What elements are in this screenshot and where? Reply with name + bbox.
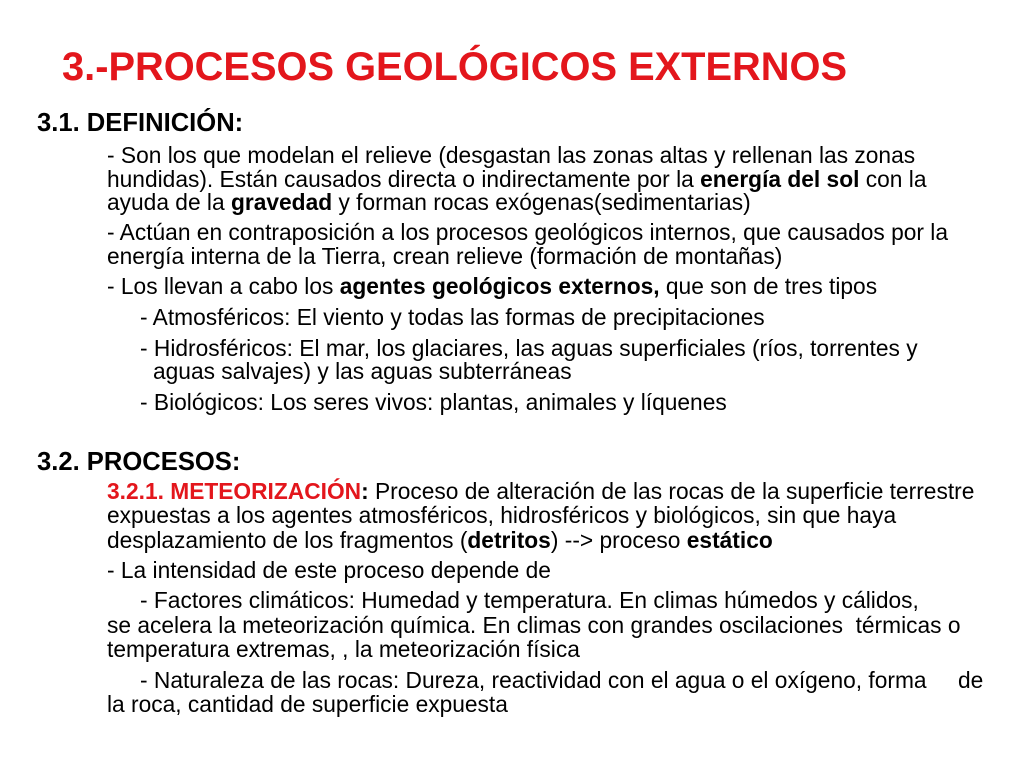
text-run: ayuda de la (107, 189, 231, 215)
procesos-line-4: - La intensidad de este proceso depende de (107, 557, 551, 583)
section-heading-procesos: 3.2. PROCESOS: (37, 448, 241, 476)
definicion-line-1: - Son los que modelan el relieve (desgastan las zonas altas y rellenan las zonas (107, 142, 916, 168)
procesos-line-6: se acelera la meteorización química. En climas con grandes oscilaciones térmicas o (107, 612, 961, 638)
definicion-item-hidrosfericos-cont: aguas salvajes) y las aguas subterráneas (153, 358, 572, 384)
bold-term-estatico: estático (686, 527, 773, 553)
definicion-item-atmosfericos: - Atmosféricos: El viento y todas las formas de precipitaciones (140, 304, 765, 330)
text-run: - Naturaleza de las rocas: Dureza, reactividad con el agua o el oxígeno, forma (140, 667, 927, 693)
definicion-item-hidrosfericos: - Hidrosféricos: El mar, los glaciares, las aguas superficiales (ríos, torrentes y (140, 335, 918, 361)
text-run: - Los llevan a cabo los (107, 273, 340, 299)
procesos-line-2: expuestas a los agentes atmosféricos, hidrosféricos y biológicos, sin que haya (107, 502, 897, 528)
definicion-line-2 (107, 167, 926, 191)
procesos-item-factores-climaticos: - Factores climáticos: Humedad y temperatura. En climas húmedos y cálidos, (140, 587, 919, 613)
colon: : (361, 478, 369, 504)
text-run: con la (859, 166, 927, 192)
text-run: Proceso de alteración de las rocas de la superficie terrestre (368, 478, 975, 504)
bold-term-energia-del-sol: energía del sol (700, 166, 860, 192)
slide-title: 3.-PROCESOS GEOLÓGICOS EXTERNOS (62, 45, 848, 89)
definicion-line-4: - Actúan en contraposición a los procesos geológicos internos, que causados por la (107, 219, 949, 245)
definicion-line-5: energía interna de la Tierra, crean relieve (formación de montañas) (107, 243, 783, 269)
text-run: desplazamiento de los fragmentos ( (107, 527, 468, 553)
definicion-line-6 (107, 274, 877, 298)
procesos-line-3 (107, 528, 773, 552)
bold-term-gravedad: gravedad (230, 189, 333, 215)
definicion-line-3 (107, 190, 751, 214)
procesos-line-1 (107, 479, 974, 503)
section-heading-definicion: 3.1. DEFINICIÓN: (37, 109, 244, 137)
text-run: hundidas). Están causados directa o indirectamente por la (107, 166, 701, 192)
text-run: que son de tres tipos (659, 273, 878, 299)
procesos-item-naturaleza-rocas (140, 667, 984, 693)
definicion-item-biologicos: - Biológicos: Los seres vivos: plantas, animales y líquenes (140, 389, 727, 415)
text-run: y forman rocas exógenas(sedimentarias) (332, 189, 751, 215)
subsection-meteorizacion: 3.2.1. METEORIZACIÓN (107, 478, 362, 504)
text-run: ) --> proceso (550, 527, 687, 553)
bold-term-agentes-geologicos: agentes geológicos externos, (339, 273, 660, 299)
procesos-line-7: temperatura extremas, , la meteorización física (107, 636, 580, 662)
text-run-end: de (958, 667, 984, 693)
procesos-line-9: la roca, cantidad de superficie expuesta (107, 691, 508, 717)
bold-term-detritos: detritos (467, 527, 551, 553)
